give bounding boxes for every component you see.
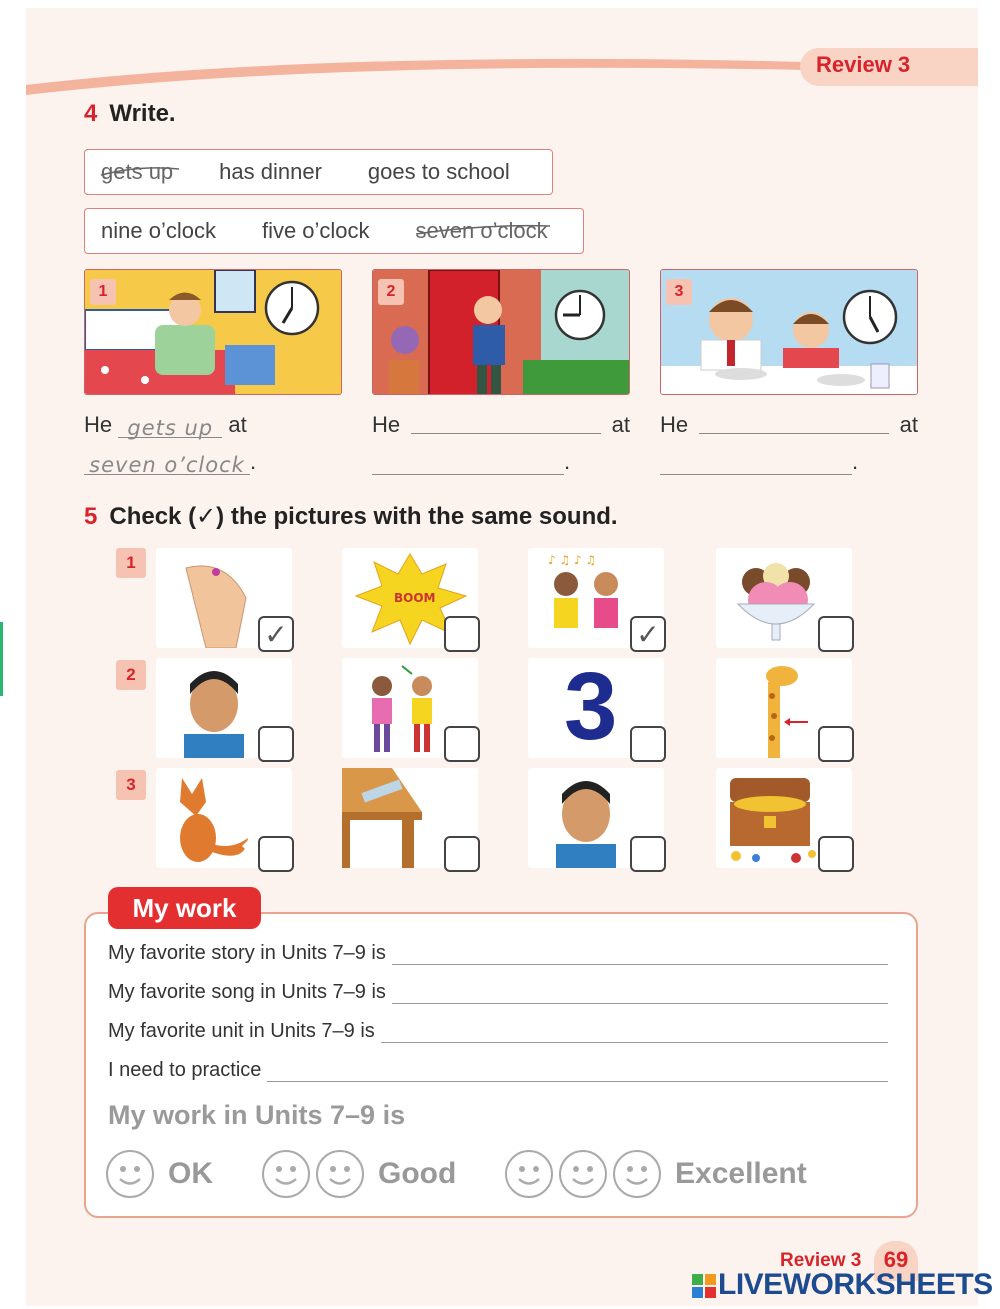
- picture-number-badge: 2: [378, 279, 404, 305]
- row-number-badge: 3: [116, 770, 146, 800]
- my-work-line-practice: I need to practice: [108, 1059, 888, 1082]
- card-kids-singing: [528, 548, 664, 648]
- card-ice-cream: [716, 548, 852, 648]
- picture-1-bedroom: [84, 269, 342, 395]
- word-box-times: [84, 208, 584, 254]
- word-nine-oclock: nine o’clock: [101, 218, 216, 243]
- sentence-1-line-1: He gets up at: [84, 412, 247, 440]
- checkbox[interactable]: [258, 836, 294, 872]
- my-work-tab: My work: [108, 887, 261, 929]
- answer-2-activity[interactable]: [411, 412, 601, 434]
- row-number-badge: 1: [116, 548, 146, 578]
- row-number-badge: 2: [116, 660, 146, 690]
- word-gets-up: gets up: [101, 159, 173, 185]
- my-work-line-song: My favorite song in Units 7–9 is: [108, 981, 888, 1004]
- checkbox[interactable]: [258, 726, 294, 762]
- answer-3-activity[interactable]: [699, 412, 889, 434]
- card-hand-ring: [156, 548, 292, 648]
- clock-five-icon: [841, 288, 899, 346]
- sentence-2-line-2: .: [372, 449, 570, 475]
- checkbox[interactable]: [818, 616, 854, 652]
- card-man-face-2: [528, 768, 664, 868]
- answer-line[interactable]: [392, 945, 888, 965]
- answer-1-time[interactable]: seven o’clock: [84, 453, 250, 475]
- page-number: 69: [874, 1241, 918, 1281]
- picture-number-badge: 1: [90, 279, 116, 305]
- word-seven-oclock: seven o’clock: [416, 218, 548, 244]
- card-man-face: [156, 658, 292, 758]
- picture-3-dinner: [660, 269, 918, 395]
- footer-review-label: Review 3: [780, 1250, 862, 1271]
- picture-2-school-door: [372, 269, 630, 395]
- answer-line[interactable]: [392, 984, 888, 1004]
- checkbox[interactable]: [630, 726, 666, 762]
- checkbox[interactable]: ✓: [258, 616, 294, 652]
- checkbox[interactable]: [818, 726, 854, 762]
- checkbox[interactable]: [444, 836, 480, 872]
- sentence-1-line-2: seven o’clock .: [84, 449, 256, 475]
- liveworksheets-logo-icon: [692, 1274, 716, 1298]
- smiley-face-icon: [106, 1150, 154, 1198]
- answer-2-time[interactable]: [372, 453, 564, 475]
- checkbox[interactable]: [818, 836, 854, 872]
- clock-nine-icon: [553, 288, 607, 342]
- rating-excellent[interactable]: Excellent: [505, 1150, 807, 1198]
- checkbox[interactable]: ✓: [630, 616, 666, 652]
- svg-text:BOOM: BOOM: [394, 591, 436, 605]
- smiley-face-icon: [559, 1150, 607, 1198]
- review-tab: Review 3: [800, 48, 978, 86]
- clock-seven-icon: [263, 279, 321, 337]
- rating-ok[interactable]: OK: [106, 1150, 213, 1198]
- liveworksheets-brand[interactable]: LIVEWORKSHEETS: [718, 1268, 993, 1301]
- sentence-2-line-1: He at: [372, 412, 630, 437]
- strike-icon: [99, 161, 183, 185]
- section-4-heading: 4 Write.: [84, 100, 176, 127]
- answer-3-time[interactable]: [660, 453, 852, 475]
- card-giraffe-neck: [716, 658, 852, 758]
- answer-1-activity[interactable]: gets up: [118, 416, 222, 438]
- smiley-face-icon: [316, 1150, 364, 1198]
- card-table: [342, 768, 478, 868]
- sentence-3-line-2: .: [660, 449, 858, 475]
- number-three-icon: 3: [564, 653, 618, 760]
- side-marker: [0, 622, 3, 696]
- checkbox[interactable]: [630, 836, 666, 872]
- smiley-face-icon: [262, 1150, 310, 1198]
- svg-text:♪ ♫ ♪ ♫: ♪ ♫ ♪ ♫: [548, 553, 597, 567]
- card-kids-talking: [342, 658, 478, 758]
- card-treasure-chest: [716, 768, 852, 868]
- word-has-dinner: has dinner: [219, 159, 322, 184]
- rating-good[interactable]: Good: [262, 1150, 456, 1198]
- word-box-activities: [84, 149, 553, 195]
- picture-number-badge: 3: [666, 279, 692, 305]
- sentence-3-line-1: He at: [660, 412, 918, 437]
- answer-line[interactable]: [267, 1062, 888, 1082]
- card-boom: [342, 548, 478, 648]
- checkbox[interactable]: [444, 726, 480, 762]
- section-5-heading: 5 Check (✓) the pictures with the same sound.: [84, 503, 618, 530]
- smiley-face-icon: [505, 1150, 553, 1198]
- strike-icon: [414, 220, 554, 244]
- card-fox: [156, 768, 292, 868]
- smiley-face-icon: [613, 1150, 661, 1198]
- word-goes-to-school: goes to school: [367, 159, 510, 184]
- my-work-line-story: My favorite story in Units 7–9 is: [108, 942, 888, 965]
- answer-line[interactable]: [381, 1023, 888, 1043]
- my-work-line-unit: My favorite unit in Units 7–9 is: [108, 1020, 888, 1043]
- card-number-three: [528, 653, 664, 760]
- word-five-oclock: five o’clock: [261, 218, 370, 243]
- checkbox[interactable]: [444, 616, 480, 652]
- my-work-units-label: My work in Units 7–9 is: [108, 1100, 406, 1130]
